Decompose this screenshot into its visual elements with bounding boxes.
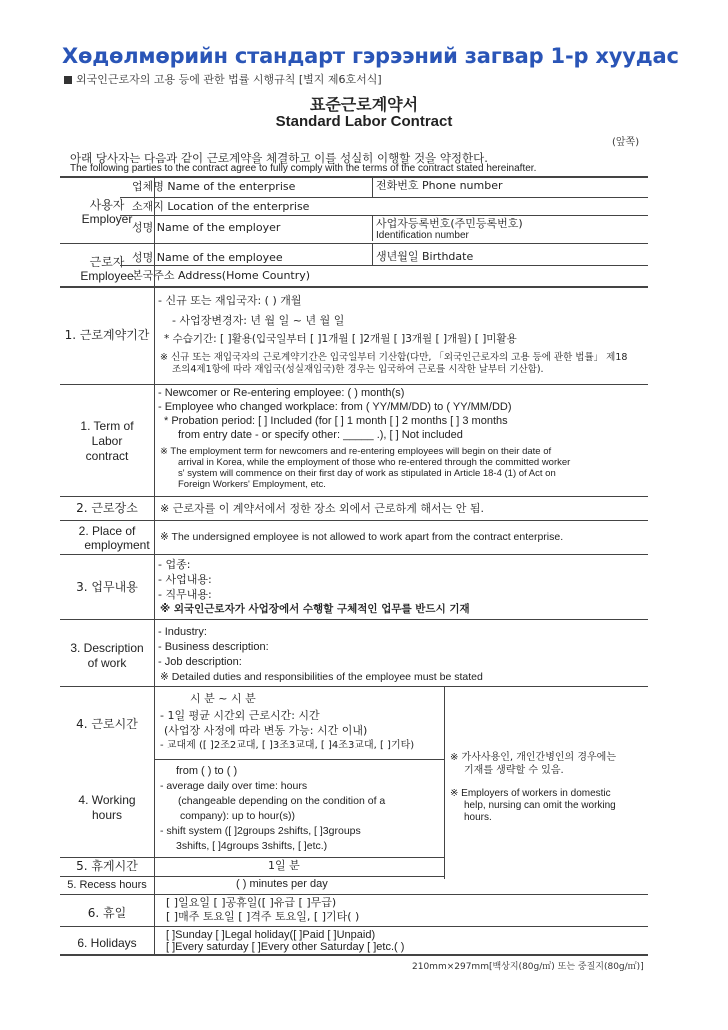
term-note-en-2: arrival in Korea, while the employment of those who re-entered through the committed worker: [178, 457, 571, 468]
work-label-kr: 3. 업무내용: [76, 580, 138, 594]
holidays-label-en: 6. Holidays: [77, 936, 137, 950]
place-label-kr: 2. 근로장소: [76, 501, 138, 515]
divider: [60, 894, 648, 895]
term-newcomer-kr[interactable]: - 신규 또는 재입국자: ( ) 개월: [158, 294, 302, 307]
holidays-kr-2[interactable]: [ ]매주 토요일 [ ]격주 토요일, [ ]기타( ): [166, 910, 360, 923]
divider: [372, 215, 373, 241]
hours-note-en-2: help, nursing can omit the working: [464, 800, 616, 811]
overtime-kr[interactable]: - 1일 평균 시간외 근로시간: 시간: [160, 709, 320, 722]
square-bullet-icon: [64, 76, 72, 84]
divider: [372, 243, 373, 265]
divider: [60, 857, 444, 858]
term-changed-kr[interactable]: - 사업장변경자: 년 월 일 ~ 년 월 일: [172, 314, 345, 327]
divider: [60, 520, 648, 521]
contract-title-en: Standard Labor Contract: [275, 113, 453, 130]
probation-en[interactable]: * Probation period: [ ] Included (for [ ] 1 month [ ] 2 months [ ] 3 months: [164, 415, 508, 427]
contract-title-kr: 표준근로계약서: [309, 95, 419, 114]
employer-label-en: Employer: [81, 212, 133, 226]
industry-en[interactable]: - Industry:: [158, 626, 207, 638]
divider: [60, 496, 648, 497]
shift-en-2[interactable]: 3shifts, [ ]4groups 3shifts, [ ]etc.): [176, 840, 328, 852]
rest-time-en[interactable]: ( ) minutes per day: [236, 878, 328, 890]
page-side-label: (앞쪽): [612, 137, 640, 148]
intro-text-en: The following parties to the contract agree to fully comply with the terms of the contract stated hereinafter.: [70, 163, 537, 174]
divider: [154, 759, 444, 760]
rest-label-en: 5. Recess hours: [67, 879, 147, 891]
paper-spec-footer: 210mm×297mm[백상지(80g/㎡) 또는 중질지(80g/㎡)]: [412, 962, 644, 972]
divider: [60, 554, 648, 555]
job-en[interactable]: - Job description:: [158, 656, 242, 668]
holidays-en-1[interactable]: [ ]Sunday [ ]Legal holiday([ ]Paid [ ]Unpaid): [166, 929, 376, 941]
overtime-limit-en[interactable]: company): up to hour(s)): [180, 810, 295, 822]
work-time-kr[interactable]: 시 분 ~ 시 분: [190, 692, 256, 705]
form-bottom-border: [60, 954, 648, 956]
divider: [60, 384, 648, 385]
term-note-kr-2: 조의4제1항에 따라 재입국(성실재입국)한 경우는 입국하여 근로를 시작한 날부터 기산함).: [172, 364, 544, 375]
overtime-limit-kr[interactable]: (사업장 사정에 따라 변동 가능: 시간 이내): [164, 724, 368, 737]
employer-name-field[interactable]: 성명 Name of the employer: [132, 221, 281, 234]
home-address-field[interactable]: 본국주소 Address(Home Country): [132, 269, 311, 282]
overtime-condition-en: (changeable depending on the condition of a: [178, 795, 386, 807]
term-label-kr: 1. 근로계약기간: [64, 328, 150, 342]
divider: [120, 215, 648, 216]
holidays-kr-1[interactable]: [ ]일요일 [ ]공휴일([ ]유급 [ ]무급): [166, 896, 337, 909]
probation-kr[interactable]: * 수습기간: [ ]활용(입국일부터 [ ]1개월 [ ]2개월 [ ]3개월 [ ]개월) [ ]미활용: [164, 333, 517, 345]
place-note-kr: ※ 근로자를 이 계약서에서 정한 장소 외에서 근로하게 해서는 안 됨.: [160, 502, 484, 515]
term-note-en-3: s' system will commence on their first day of work as stipulated in Article 18-4 (1) of Act on: [178, 468, 556, 479]
work-label-en-2: of work: [87, 656, 127, 670]
term-note-kr-1: ※ 신규 또는 재입국자의 근로계약기간은 입국일부터 기산함(다만, 「외국인근로자의 고용 등에 관한 법률」 제18: [160, 352, 628, 363]
divider: [60, 686, 648, 687]
employee-label-en: Employee: [80, 269, 134, 283]
term-note-en-1: ※ The employment term for newcomers and re-entering employees will begin on their date of: [160, 446, 552, 457]
place-label-en-2: employment: [84, 538, 150, 552]
divider: [60, 243, 648, 244]
overtime-en[interactable]: - average daily over time: hours: [160, 780, 308, 792]
shift-en[interactable]: - shift system ([ ]2groups 2shifts, [ ]3groups: [160, 825, 361, 837]
label-column-divider: [154, 176, 155, 954]
term-label-en-1: 1. Term of: [80, 419, 134, 433]
divider: [120, 265, 648, 266]
divider: [60, 619, 648, 620]
id-number-field[interactable]: Identification number: [376, 230, 469, 241]
law-reference: [64, 71, 382, 87]
divider: [372, 176, 373, 197]
contract-form: [60, 176, 648, 955]
place-note-en: ※ The undersigned employee is not allowed to work apart from the contract enterprise.: [160, 531, 564, 543]
hours-note-kr-1: ※ 가사사용인, 개인간병인의 경우에는: [450, 752, 616, 763]
place-label-en-1: 2. Place of: [78, 524, 136, 538]
employee-name-field[interactable]: 성명 Name of the employee: [132, 251, 283, 264]
work-note-kr: ※ 외국인근로자가 사업장에서 수행할 구체적인 업무를 반드시 기재: [160, 603, 470, 615]
rest-label-kr: 5. 휴게시간: [76, 859, 138, 873]
term-label-en-3: contract: [85, 449, 129, 463]
employer-label-kr: 사용자: [89, 198, 125, 212]
hours-label-en-2: hours: [91, 808, 123, 822]
business-kr[interactable]: - 사업내용:: [158, 573, 212, 586]
holidays-en-2[interactable]: [ ]Every saturday [ ]Every other Saturday [ ]etc.( ): [166, 941, 405, 953]
work-label-en-1: 3. Description: [70, 641, 144, 655]
hours-label-kr: 4. 근로시간: [76, 717, 138, 731]
term-label-en-2: Labor: [91, 434, 123, 448]
job-kr[interactable]: - 직무내용:: [158, 588, 212, 601]
work-note-en: ※ Detailed duties and responsibilities of the employee must be stated: [160, 671, 483, 683]
business-en[interactable]: - Business description:: [158, 641, 269, 653]
page-title: Хөдөлмөрийн стандарт гэрээний загвар 1-р хуудас: [62, 44, 679, 68]
term-newcomer-en[interactable]: - Newcomer or Re-entering employee: ( ) month(s): [158, 387, 405, 399]
form-top-border: [60, 176, 648, 178]
holidays-label-kr: 6. 휴일: [87, 906, 127, 920]
probation-other-en[interactable]: from entry date - or specify other: _____ .), [ ] Not included: [178, 429, 463, 441]
divider: [60, 286, 648, 288]
term-note-en-4: Foreign Workers' Employment, etc.: [178, 479, 326, 490]
divider: [60, 876, 444, 877]
hours-note-en-3: hours.: [464, 812, 492, 823]
divider: [444, 686, 445, 879]
enterprise-location-field[interactable]: 소재지 Location of the enterprise: [132, 200, 310, 213]
rest-time-kr[interactable]: 1일 분: [268, 859, 300, 872]
id-number-label-kr: 사업자등록번호(주민등록번호): [376, 217, 523, 230]
employee-label-kr: 근로자: [89, 255, 125, 269]
term-changed-en[interactable]: - Employee who changed workplace: from ( YY/MM/DD) to ( YY/MM/DD): [158, 401, 512, 413]
enterprise-name-field[interactable]: 업체명 Name of the enterprise: [132, 180, 296, 193]
birthdate-field[interactable]: 생년월일 Birthdate: [376, 250, 474, 263]
divider: [120, 197, 648, 198]
shift-kr[interactable]: - 교대제 ([ ]2조2교대, [ ]3조3교대, [ ]4조3교대, [ ]기타): [160, 740, 415, 751]
intro-text-kr: 아래 당사자는 다음과 같이 근로계약을 체결하고 이를 성실히 이행할 것을 약정한다.: [70, 151, 488, 165]
work-time-en[interactable]: from ( ) to ( ): [176, 765, 238, 777]
hours-note-kr-2: 기재를 생략할 수 있음.: [464, 765, 564, 776]
law-reference-text: 외국인근로자의 고용 등에 관한 법률 시행규칙 [별지 제6호서식]: [76, 73, 382, 86]
divider: [60, 926, 648, 927]
hours-note-en-1: ※ Employers of workers in domestic: [450, 788, 611, 799]
hours-label-en-1: 4. Working: [78, 793, 136, 807]
industry-kr[interactable]: - 업종:: [158, 558, 191, 571]
phone-number-field[interactable]: 전화번호 Phone number: [376, 179, 503, 192]
